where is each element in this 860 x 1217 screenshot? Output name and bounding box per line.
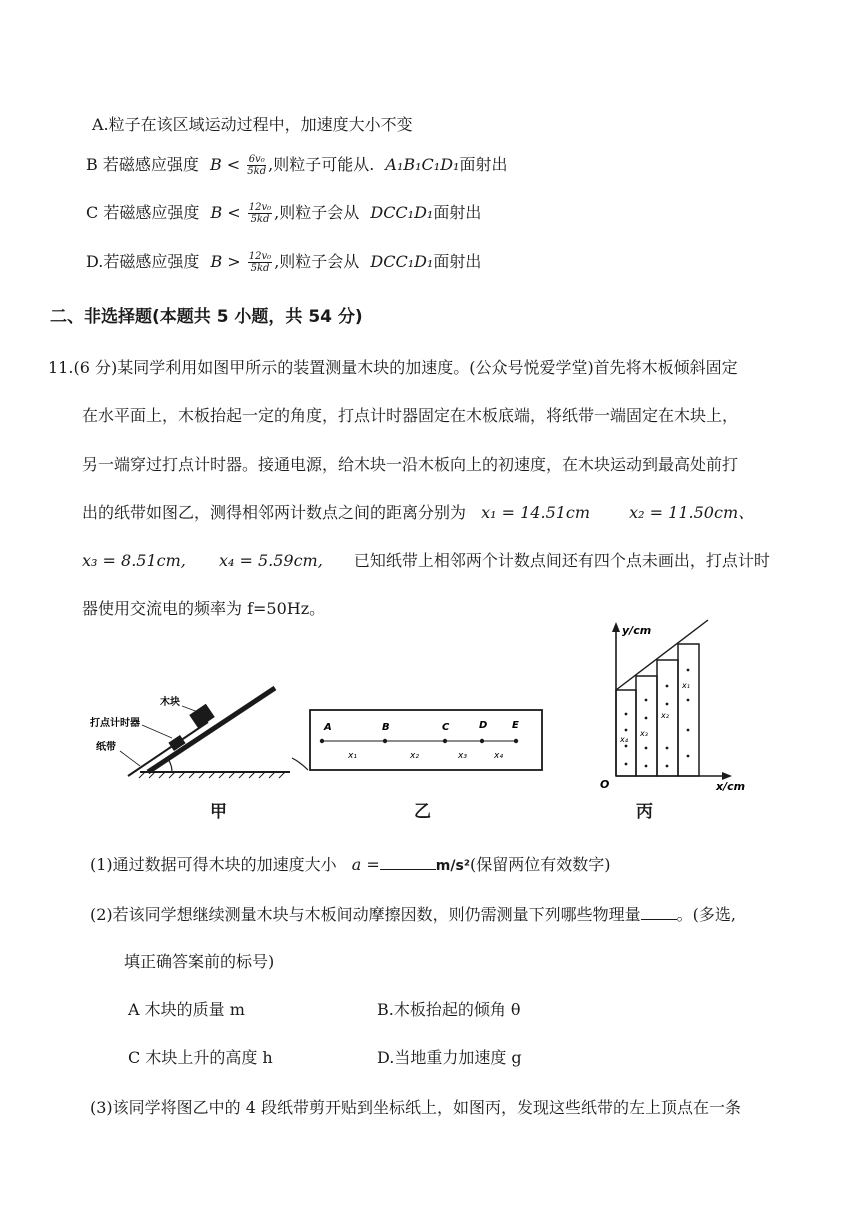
tape-strip [310,710,542,770]
subq-2-text: (2)若该同学想继续测量木块与木板间动摩擦因数，则仍需测量下列哪些物理量 [90,905,641,924]
option-b-face: A₁B₁C₁D₁ [385,155,460,174]
choice-a: A 木块的质量 m [128,1000,245,1019]
figure-yi [290,700,550,780]
wooden-block [189,704,215,728]
x2-value: x₂ = 11.50cm、 [629,503,755,522]
q11-line-5-text: 已知纸带上相邻两个计数点间还有四个点未画出，打点计时 [353,551,770,570]
fraction-numerator: 12v₀ [248,251,272,262]
option-b [86,152,507,177]
option-c-tail: 面射出 [433,203,482,222]
q11-line-6: 器使用交流电的频率为 f=50Hz。 [82,599,326,618]
accel-symbol: a = [351,855,380,874]
q11-line-4 [82,500,754,523]
option-c-fraction [248,202,272,225]
subq-1 [90,852,610,875]
fraction-denominator: 5kd [250,214,270,225]
option-b-suffix: ,则粒子可能从. [268,155,375,174]
label-tape: 纸带 [96,742,116,753]
point-b-label: B [382,722,390,733]
option-b-prefix: B 若磁感应强度 [86,155,199,174]
point-a-label: A [324,722,332,733]
q11-line-3: 另一端穿过打点计时器。接通电源，给木块一沿木板向上的初速度，在木块运动到最高处前打 [82,455,739,474]
q11-line-4-text: 出的纸带如图乙，测得相邻两计数点之间的距离分别为 [82,503,467,522]
q11-line-2: 在水平面上，木板抬起一定的角度，打点计时器固定在木板底端，将纸带一端固定在木块上， [82,406,739,425]
option-d-tail: 面射出 [433,252,482,271]
x1-value: x₁ = 14.51cm [481,503,591,522]
option-b-tail: 面射出 [459,155,508,174]
q11-line-1: 11.(6 分)某同学利用如图甲所示的装置测量木块的加速度。(公众号悦爱学堂)首先将木板倾斜固定 [48,358,738,377]
subq-3: (3)该同学将图乙中的 4 段纸带剪开贴到坐标纸上，如图丙，发现这些纸带的左上顶点在一条 [90,1098,742,1117]
x-axis-label: x/cm [716,780,746,793]
strip-label-x1: x₁ [682,681,690,690]
option-b-fraction [247,154,266,177]
section-heading: 二、非选择题(本题共 5 小题，共 54 分) [50,307,363,327]
option-d [86,249,481,274]
paper-tape [128,722,208,776]
figure-bing [596,618,766,793]
strip-label-x3: x₃ [640,729,648,738]
option-d-face: DCC₁D₁ [370,252,434,271]
segment-x2: x₂ [410,751,419,761]
q11-line-5 [82,548,770,571]
label-block: 木块 [160,697,180,708]
subq-1-note: (保留两位有效数字) [469,855,611,874]
option-c-suffix: ,则粒子会从 [274,203,360,222]
segment-x3: x₃ [458,751,467,761]
x3-value: x₃ = 8.51cm, [82,551,186,570]
caption-yi: 乙 [414,802,431,822]
option-c-condition: B < [210,203,246,222]
option-c [86,200,481,225]
option-d-fraction [248,251,272,274]
fraction-numerator: 6v₀ [248,154,265,165]
option-d-condition: B > [210,252,246,271]
choice-d: D.当地重力加速度 g [377,1048,522,1067]
option-a: A.粒子在该区域运动过程中，加速度大小不变 [92,115,413,134]
segment-x1: x₁ [348,751,357,761]
subq-2 [90,902,736,925]
strip-label-x2: x₂ [661,711,669,720]
answer-blank-1[interactable] [380,869,436,870]
origin-label: O [600,778,610,791]
fraction-denominator: 5kd [247,166,267,177]
figure-jia [90,680,300,785]
caption-jia: 甲 [210,802,227,822]
fraction-denominator: 5kd [250,263,270,274]
answer-blank-2[interactable] [641,919,677,920]
strip-x3 [636,676,657,776]
point-c-label: C [442,722,450,733]
angle-arc [168,759,172,772]
choice-c: C 木块上升的高度 h [128,1048,273,1067]
strip-label-x4: x₄ [620,735,628,744]
fraction-numerator: 12v₀ [248,202,272,213]
option-d-suffix: ,则粒子会从 [274,252,360,271]
point-e-label: E [512,720,519,731]
segment-x4: x₄ [494,751,503,761]
option-c-prefix: C 若磁感应强度 [86,203,200,222]
subq-1-text: (1)通过数据可得木块的加速度大小 [90,855,337,874]
point-d-label: D [479,720,488,731]
x4-value: x₄ = 5.59cm, [218,551,323,570]
y-axis-label: y/cm [622,624,652,637]
option-c-face: DCC₁D₁ [370,203,434,222]
option-b-condition: B < [209,155,246,174]
choice-b: B.木板抬起的倾角 θ [377,1000,521,1019]
accel-unit: m/s² [435,858,470,874]
subq-2-tail: 。(多选, [676,905,737,924]
subq-2-line-2: 填正确答案前的标号) [124,952,275,971]
option-d-prefix: D.若磁感应强度 [86,252,200,271]
caption-bing: 丙 [636,802,653,822]
label-timer: 打点计时器 [90,718,140,729]
